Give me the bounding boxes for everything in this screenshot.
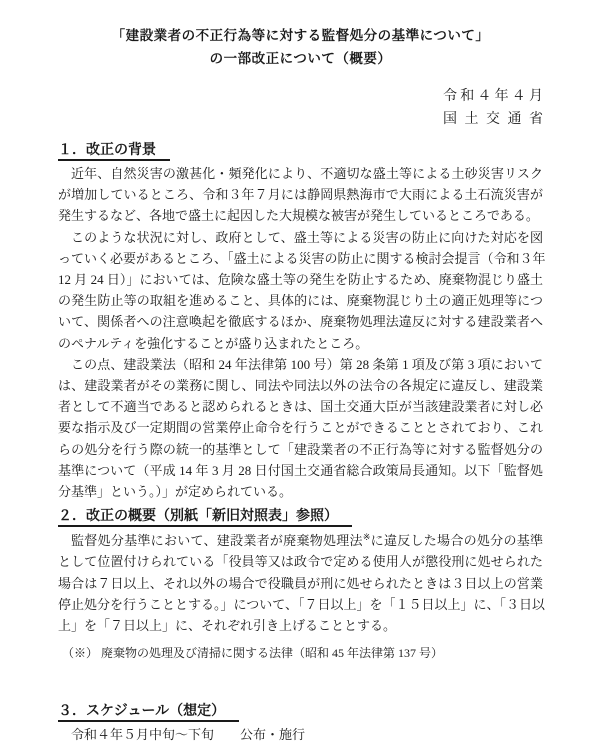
text-line: らの処分を行う際の統一的基準として「建設業者の不正行為等に対する監督処分の — [58, 441, 543, 457]
text-line: 分基準」という。）」が定められている。 — [58, 484, 293, 500]
section-background — [58, 141, 546, 502]
text-line: 基準について（平成 14 年 3 月 28 日付国土交通省総合政策局長通知。以下「監督処 — [58, 462, 543, 478]
text-line: 上」を「７日以上」に、それぞれ引き上げることとする。 — [58, 618, 397, 634]
text-line: の発生防止等の取組を進めること、具体的には、廃棄物混じり土の適正処理等につ — [58, 293, 543, 309]
text-segment: 監督処分基準において、建設業者が廃棄物処理法 — [71, 533, 363, 549]
organization-name: 国土交通省 — [443, 112, 543, 127]
paragraph-overview-1 — [58, 527, 543, 636]
document-title — [58, 24, 543, 70]
text-line: 停止処分を行うこととする。」について、「７日以上」を「１５日以上」に、「３日以 — [58, 596, 545, 612]
text-line: 場合は７日以上、それ以外の場合で役職員が刑に処せられたときは３日以上の営業 — [58, 575, 543, 591]
text-line: 要な指示及び一定期間の営業停止命令を行うことができることとされており、これ — [58, 420, 543, 436]
paragraph-background-1 — [58, 163, 543, 227]
text-line: 近年、自然災害の激甚化・頻発化により、不適切な盛土等による土砂災害リスク — [71, 166, 543, 181]
footnote: （※） 廃棄物の処理及び清掃に関する法律（昭和 45 年法律第 137 号） — [62, 646, 444, 661]
schedule-line: 令和４年５月中旬～下旬 公布・施行 — [71, 727, 306, 743]
paragraph-background-3 — [58, 354, 543, 502]
section-1-heading — [58, 141, 543, 161]
text-line: 発生するなど、各地で盛土に起因した大規模な被害が発生しているところである。 — [58, 208, 539, 224]
document-date: 令和４年４月 — [443, 89, 543, 104]
paragraph-background-2 — [58, 227, 546, 354]
date-line — [58, 85, 543, 108]
text-line: のペナルティを強化することが盛り込まれたところ。 — [58, 335, 369, 351]
text-line: いて、関係者への注意喚起を徹底するほか、廃棄物処理法違反に対する建設業者へ — [58, 314, 543, 330]
text-line: として位置付けられている「役員等又は政令で定める使用人が懲役刑に処せられた — [58, 554, 543, 570]
text-line: 者として不適当であると認められるときは、国土交通大臣が当該建設業者に対し必 — [58, 399, 543, 415]
section-2-heading-text: ２．改正の概要（別紙「新旧対照表」参照） — [58, 507, 352, 527]
document-meta — [58, 85, 543, 131]
text-line: このような状況に対し、政府として、盛土等による災害の防止に向けた対応を図 — [71, 229, 543, 245]
section-overview — [58, 507, 543, 662]
organization-line — [58, 108, 543, 131]
footnote-reference-marker: ※ — [362, 532, 371, 543]
title-line-2: の一部改正について（概要） — [209, 51, 392, 66]
text-line: は、建設業者がその業務に関し、同法や同法以外の法令の各規定に違反し、建設業 — [58, 378, 543, 394]
text-line — [58, 527, 543, 551]
text-line: 12 月 24 日）」においては、危険な盛土等の発生を防止するため、廃棄物混じり盛土 — [58, 272, 543, 288]
text-line: っていく必要があるところ、「盛土による災害の防止に関する検討会提言（令和３年 — [58, 250, 546, 266]
text-segment: に違反した場合の処分の基準 — [370, 533, 543, 549]
section-3-heading-text: ３．スケジュール（想定） — [58, 702, 239, 722]
text-line: が増加しているところ、令和３年７月には静岡県熱海市で大雨による土石流災害が — [58, 187, 543, 203]
section-1-heading-text: １．改正の背景 — [58, 141, 170, 161]
title-line-1: 「建設業者の不正行為等に対する監督処分の基準について」 — [111, 28, 490, 43]
text-line: この点、建設業法（昭和 24 年法律第 100 号）第 28 条第 1 項及び第 3 項において — [71, 356, 543, 372]
section-3-heading — [58, 702, 543, 722]
section-schedule — [58, 702, 543, 745]
section-2-heading — [58, 507, 543, 527]
